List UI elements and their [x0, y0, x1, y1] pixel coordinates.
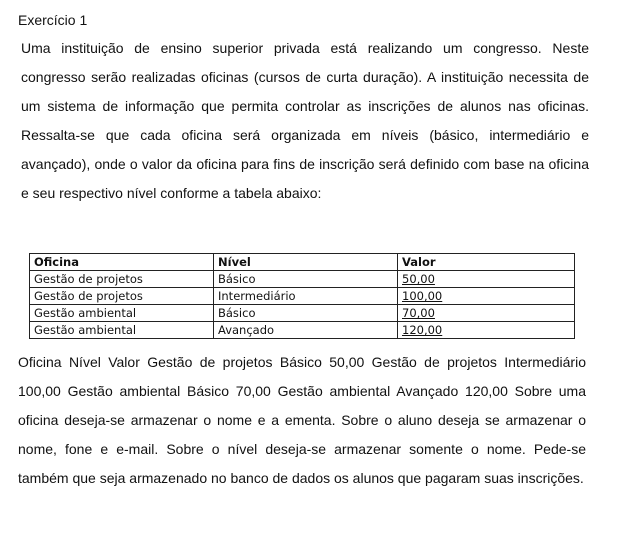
pricing-table: [29, 253, 575, 339]
exercise-title: Exercício 1: [18, 12, 88, 28]
cell-oficina: Gestão ambiental: [30, 322, 214, 339]
cell-valor: 50,00: [398, 271, 575, 288]
table-row: [30, 305, 575, 322]
intro-paragraph: Uma instituição de ensino superior privada está realizando um congresso. Neste congresso serão realizadas oficinas (cursos de curta duração). A instituição necessita de um sistema de informação que permita controlar as inscrições de alunos nas oficinas. Ressalta-se que cada oficina será organizada em níveis (básico, intermediário e avançado), onde o valor da oficina para fins de inscrição será definido com base na oficina e seu respectivo nível conforme a tabela abaixo:: [21, 40, 589, 201]
cell-valor: 120,00: [398, 322, 575, 339]
requirements-paragraph: Oficina Nível Valor Gestão de projetos Básico 50,00 Gestão de projetos Intermediário 100,00 Gestão ambiental Básico 70,00 Gestão ambiental Avançado 120,00 Sobre uma oficina deseja-se armazenar o nome e a ementa. Sobre o aluno deseja se armazenar o nome, fone e e-mail. Sobre o nível deseja-se armazenar somente o nome. Pede-se também que seja armazenado no banco de dados os alunos que pagaram suas inscrições.: [18, 354, 586, 486]
table-row: [30, 288, 575, 305]
cell-oficina: Gestão de projetos: [30, 271, 214, 288]
cell-oficina: Gestão ambiental: [30, 305, 214, 322]
header-valor: Valor: [398, 254, 575, 271]
header-oficina: Oficina: [30, 254, 214, 271]
cell-nivel: Avançado: [214, 322, 398, 339]
table-row: [30, 322, 575, 339]
cell-nivel: Básico: [214, 305, 398, 322]
table-header-row: [30, 254, 575, 271]
header-nivel: Nível: [214, 254, 398, 271]
cell-nivel: Intermediário: [214, 288, 398, 305]
cell-valor: 70,00: [398, 305, 575, 322]
table-row: [30, 271, 575, 288]
cell-nivel: Básico: [214, 271, 398, 288]
cell-oficina: Gestão de projetos: [30, 288, 214, 305]
cell-valor: 100,00: [398, 288, 575, 305]
